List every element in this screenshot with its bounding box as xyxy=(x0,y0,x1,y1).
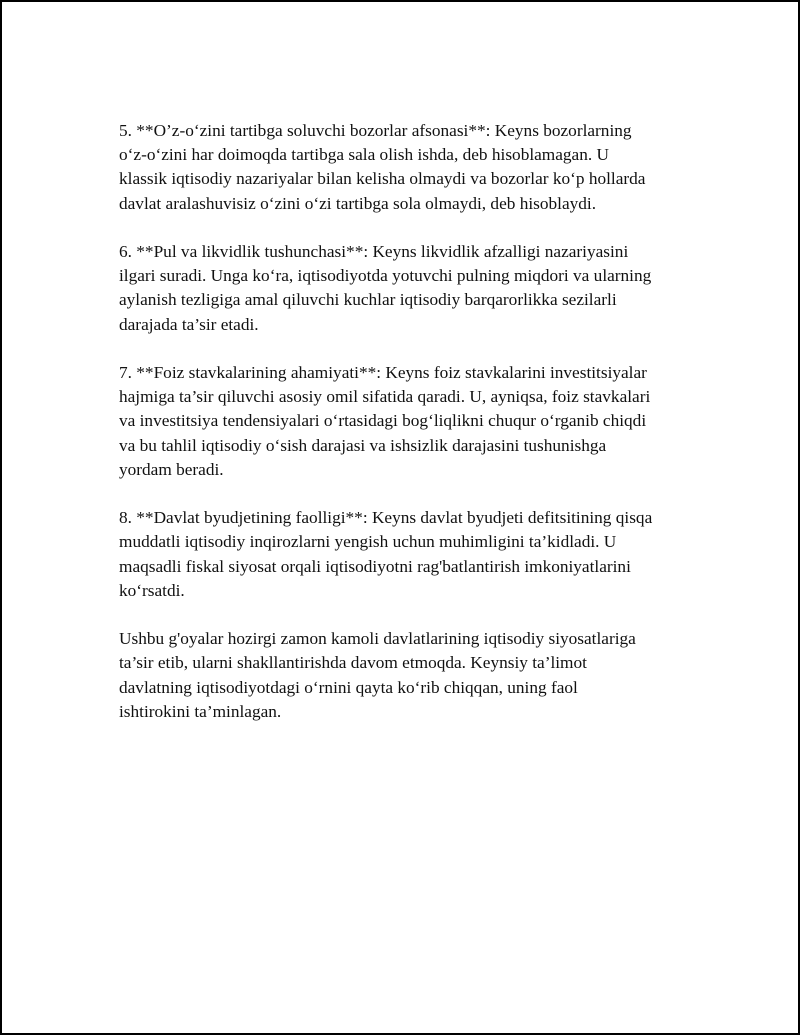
text-line: darajada ta’sir etadi. xyxy=(119,314,259,334)
text-line: yordam beradi. xyxy=(119,459,224,479)
text-line: ko‘rsatdi. xyxy=(119,580,185,600)
text-line: muddatli iqtisodiy inqirozlarni yengish uchun muhimligini ta’kidladi. U xyxy=(119,532,617,552)
text-line: 8. **Davlat byudjetining faolligi**: Keyns davlat byudjeti defitsitining qisqa xyxy=(119,508,653,528)
text-line: maqsadli fiskal siyosat orqali iqtisodiyotni rag'batlantirish imkoniyatlarini xyxy=(119,556,631,576)
text-line: davlat aralashuvisiz o‘zini o‘zi tartibga sola olmaydi, deb hisoblaydi. xyxy=(119,193,597,213)
paragraph-point-8 xyxy=(119,506,699,603)
paragraph-point-7 xyxy=(119,361,699,482)
text-line: klassik iqtisodiy nazariyalar bilan kelisha olmaydi va bozorlar ko‘p hollarda xyxy=(119,169,646,189)
text-line: hajmiga ta’sir qiluvchi asosiy omil sifatida qaradi. U, ayniqsa, foiz stavkalari xyxy=(119,387,651,407)
text-line: aylanish tezligiga amal qiluvchi kuchlar iqtisodiy barqarorlikka sezilarli xyxy=(119,290,617,310)
text-line: 7. **Foiz stavkalarining ahamiyati**: Keyns foiz stavkalarini investitsiyalar xyxy=(119,363,647,382)
text-line: va investitsiya tendensiyalari o‘rtasidagi bog‘liqlikni chuqur o‘rganib chiqdi xyxy=(119,411,647,431)
text-line: ta’sir etib, ularni shakllantirishda davom etmoqda. Keynsiy ta’limot xyxy=(119,653,587,673)
text-line: va bu tahlil iqtisodiy o‘sish darajasi va ishsizlik darajasini tushunishga xyxy=(119,435,607,455)
text-line: o‘z-o‘zini har doimoqda tartibga sala olish ishda, deb hisoblamagan. U xyxy=(119,145,609,165)
text-line: ishtirokini ta’minlagan. xyxy=(119,701,282,721)
paragraph-conclusion xyxy=(119,627,699,724)
document-body xyxy=(119,119,699,748)
paragraph-point-6 xyxy=(119,240,699,337)
text-line: ilgari suradi. Unga ko‘ra, iqtisodiyotda yotuvchi pulning miqdori va ularning xyxy=(119,266,652,286)
text-line: 5. **O’z-o‘zini tartibga soluvchi bozorlar afsonasi**: Keyns bozorlarning xyxy=(119,121,632,140)
text-line: Ushbu g'oyalar hozirgi zamon kamoli davlatlarining iqtisodiy siyosatlariga xyxy=(119,629,636,649)
text-line: davlatning iqtisodiyotdagi o‘rnini qayta ko‘rib chiqqan, uning faol xyxy=(119,677,578,697)
text-line: 6. **Pul va likvidlik tushunchasi**: Keyns likvidlik afzalligi nazariyasini xyxy=(119,242,629,261)
paragraph-point-5 xyxy=(119,119,699,216)
